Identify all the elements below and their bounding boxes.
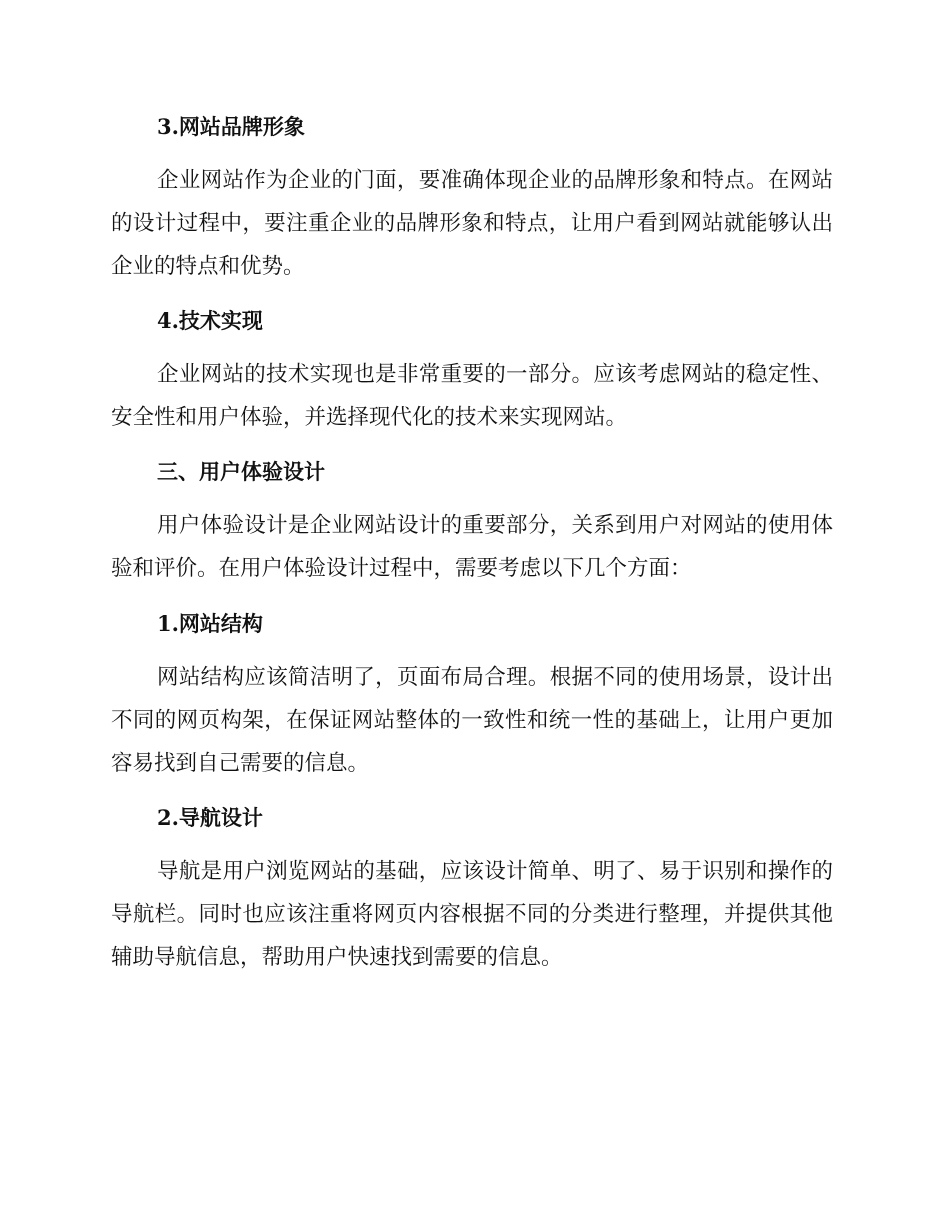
paragraph-site-structure: 网站结构应该简洁明了，页面布局合理。根据不同的使用场景，设计出不同的网页构架，在保证网站整体的一致性和统一性的基础上，让用户更加容易找到自己需要的信息。 [111, 665, 833, 776]
paragraph-ux-design: 用户体验设计是企业网站设计的重要部分，关系到用户对网站的使用体验和评价。在用户体验设计过程中，需要考虑以下几个方面： [111, 513, 833, 581]
paragraph-brand-image: 企业网站作为企业的门面，要准确体现企业的品牌形象和特点。在网站的设计过程中，要注重企业的品牌形象和特点，让用户看到网站就能够认出企业的特点和优势。 [111, 168, 833, 279]
paragraph-tech-implementation: 企业网站的技术实现也是非常重要的一部分。应该考虑网站的稳定性、安全性和用户体验，并选择现代化的技术来实现网站。 [111, 362, 833, 430]
section-heading-navigation-design: 2.导航设计 [157, 805, 263, 830]
paragraph-navigation-design: 导航是用户浏览网站的基础，应该设计简单、明了、易于识别和操作的导航栏。同时也应该注重将网页内容根据不同的分类进行整理，并提供其他辅助导航信息，帮助用户快速找到需要的信息。 [111, 859, 833, 970]
section-heading-site-structure: 1.网站结构 [157, 611, 263, 636]
section-heading-brand-image: 3.网站品牌形象 [157, 114, 305, 139]
section-heading-tech-implementation: 4.技术实现 [157, 308, 263, 333]
chapter-heading-ux-design: 三、用户体验设计 [157, 459, 325, 484]
